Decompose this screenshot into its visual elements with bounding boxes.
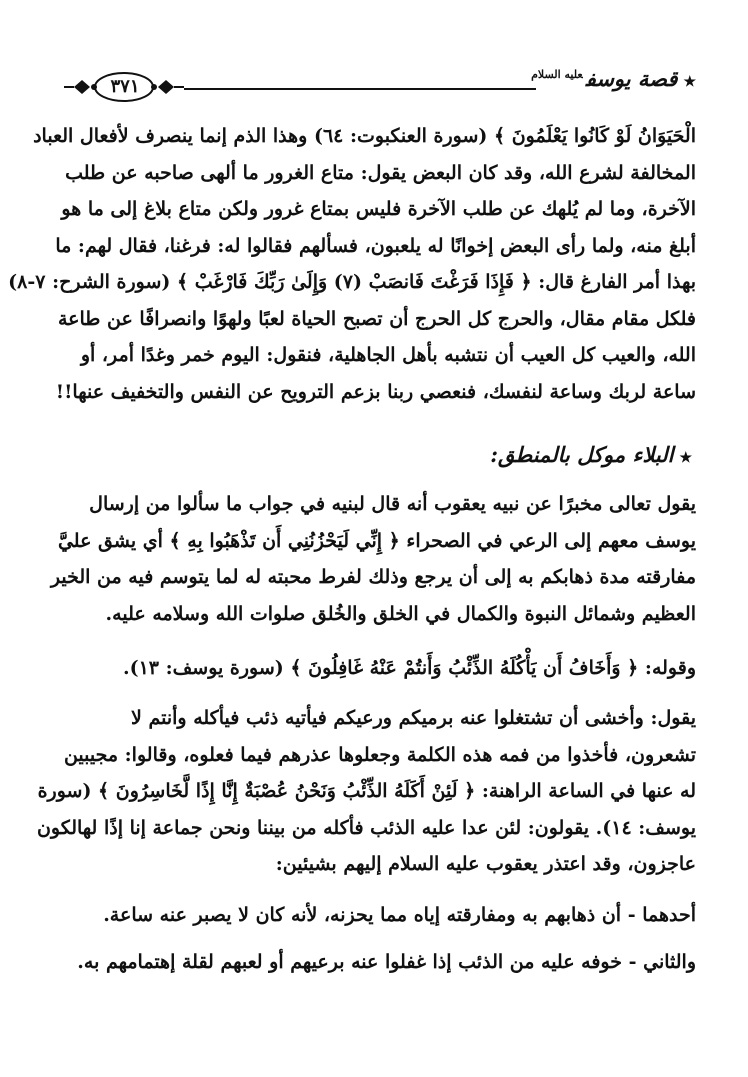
paragraph-3 (66, 650, 696, 687)
text-line: أحدهما - أن ذهابهم به ومفارقته إياه مما يحزنه، لأنه كان لا يصبر عنه ساعة. (103, 904, 696, 926)
page-header (62, 62, 696, 112)
paragraph-2 (50, 486, 696, 632)
star-icon: ★ (683, 74, 696, 90)
running-title-text: قصة يوسف (585, 66, 678, 91)
header-rule (184, 88, 536, 90)
text-line: مفارقته مدة ذهابكم به إلى أن يرجع وذلك لفرط محبته له لما يتوسم فيه من الخير (50, 566, 696, 588)
text-line: تشعرون، فأخذوا من فمه هذه الكلمة وجعلوها عذرهم فيما فعلوه، وقالوا: مجيبين (63, 743, 696, 766)
running-title (531, 66, 696, 91)
text-line: أبلغ منه، ولما رأى البعض إخوانًا له يلعبون، فسألهم فقالوا له: فرغنا، فقال لهم: ما (55, 234, 696, 257)
text-line: يقول: وأخشى أن تشتغلوا عنه برميكم ورعيكم فيأتيه ذئب فيأكله وأنتم لا (131, 707, 696, 729)
star-icon: ★ (679, 450, 692, 466)
text-line: يوسف معهم إلى الرعي في الصحراء ﴿ إِنِّي لَيَحْزُنُنِي أَن تَذْهَبُوا بِهِ ﴾ أي يشق عليَّ (57, 529, 696, 552)
page-number-ornament (62, 68, 186, 106)
text-line: فلكل مقام مقال، والحرج كل الحرج أن تصبح الحياة لعبًا ولهوًا وانصرافًا عن طاعة (57, 307, 696, 330)
text-line: ساعة لربك وساعة لنفسك، فنعصي ربنا بزعم الترويح عن النفس والتخفيف عنها!! (55, 380, 696, 403)
text-line: العظيم وشمائل النبوة والكمال في الخلق والخُلق صلوات الله وسلامه عليه. (105, 602, 696, 625)
text-line: وقوله: ﴿ وَأَخَافُ أَن يَأْكُلَهُ الذِّئْبُ وَأَنتُمْ عَنْهُ غَافِلُونَ ﴾ (سورة يوسف: ١٣). (122, 657, 696, 679)
text-line: بهذا أمر الفارغ قال: ﴿ فَإِذَا فَرَغْتَ فَانصَبْ (٧) وَإِلَىٰ رَبِّكَ فَارْغَبْ ﴾ (سورة الشرح: ٧-٨) (8, 271, 696, 293)
text-line: الله، والعيب كل العيب أن نتشبه بأهل الجاهلية، فنقول: اليوم خمر وغدًا أمر، أو (80, 344, 696, 366)
text-line: والثاني - خوفه عليه من الذئب إذا غفلوا عنه برعيهم أو لعبهم لقلة إهتمامهم به. (77, 951, 696, 973)
text-line: المخالفة لشرع الله، وقد كان البعض يقول: متاع الغرور ما ألهى صاحبه عن طلب (65, 161, 696, 184)
honorific-text: عليه السلام (531, 68, 583, 81)
text-line: يقول تعالى مخبرًا عن نبيه يعقوب أنه قال لبنيه في جواب ما سألوا من إرسال (89, 493, 696, 515)
paragraph-6 (66, 944, 696, 981)
paragraph-1 (8, 118, 696, 410)
text-line: عاجزون، وقد اعتذر يعقوب عليه السلام إليهم بشيئين: (275, 853, 696, 875)
text-line: الْحَيَوَانُ لَوْ كَانُوا يَعْلَمُونَ ﴾ (سورة العنكبوت: ٦٤) وهذا الذم إنما ينصرف لأفعال العباد (33, 125, 696, 147)
page-number: ٣٧١ (110, 76, 140, 97)
text-line: له عنها في الساعة الراهنة: ﴿ لَئِنْ أَكَلَهُ الذِّئْبُ وَنَحْنُ عُصْبَةٌ إِنَّا إِذًا لَّخَاسِرُونَ ﴾ (سورة (37, 780, 696, 802)
paragraph-4 (36, 700, 696, 883)
section-heading-text: البلاء موكل بالمنطق: (490, 442, 674, 467)
paragraph-5 (66, 897, 696, 934)
text-line: الآخرة، وما لم يُلهك عن طلب الآخرة فليس بمتاع غرور ولكن متاع بلاغ إلى ما هو (61, 198, 696, 220)
section-heading (92, 442, 692, 467)
text-line: يوسف: ١٤). يقولون: لئن عدا عليه الذئب فأكله من بيننا ونحن جماعة إنا إذًا لهالكون (36, 816, 696, 839)
